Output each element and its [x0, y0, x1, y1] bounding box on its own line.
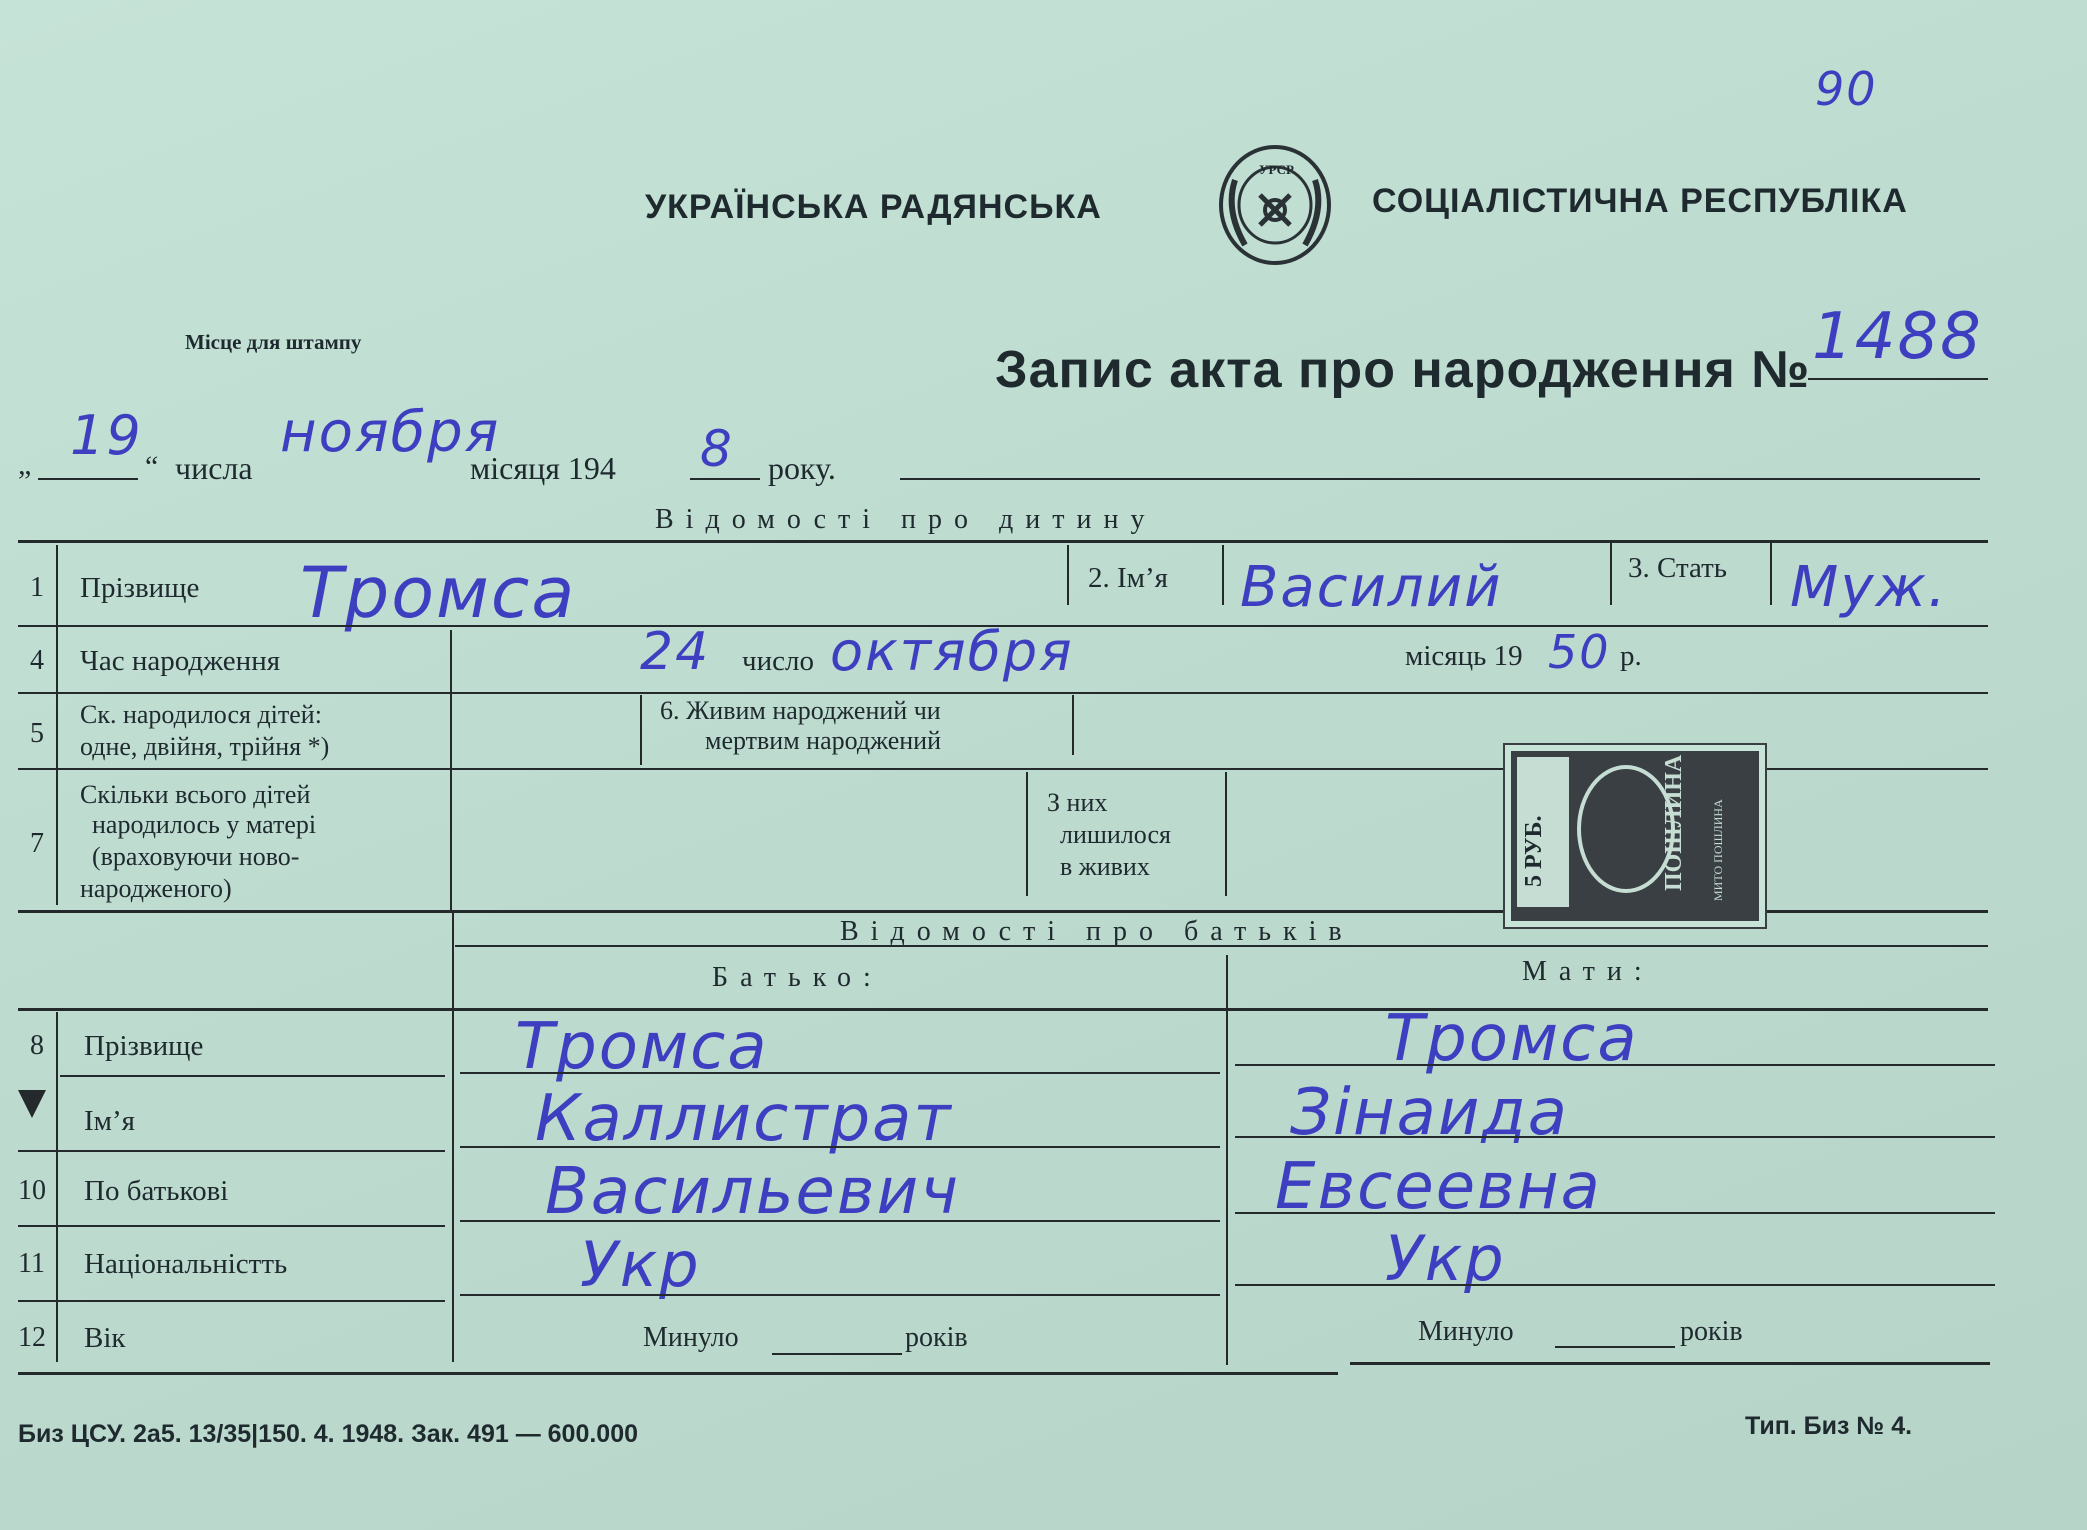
row-8-number: 8 [30, 1030, 44, 1061]
stamp-value-panel [1517, 757, 1569, 907]
record-number: 1488 [1812, 300, 1983, 374]
total-children-label-3: (враховуючи ново- [92, 842, 300, 871]
alive-label-1: З них [1047, 788, 1108, 817]
stamp-value-text: 5 РУБ. [1521, 815, 1547, 887]
row-1-number: 1 [30, 572, 44, 603]
child-section-heading: Відомості про дитину [655, 504, 1157, 535]
parents-heading-rule [455, 945, 1988, 947]
alive-question-label-2: мертвим народжений [705, 726, 941, 755]
birth-month-label: місяць 19 [1405, 640, 1523, 672]
page-number: 90 [1815, 62, 1878, 116]
parent-age-label: Вік [84, 1322, 126, 1354]
mother-nationality-value: Укр [1385, 1222, 1506, 1295]
number-column-divider [56, 545, 58, 905]
father-patronymic-value: Васильевич [545, 1155, 961, 1229]
births-count-label-1: Ск. народилося дітей: [80, 700, 322, 729]
child-sex-label: 3. Стать [1628, 552, 1728, 584]
date-close-quote: “ [145, 450, 159, 483]
mother-age-blank [1555, 1346, 1675, 1348]
emblem-caption: УРСР [1259, 162, 1294, 177]
row-11-number: 11 [18, 1248, 45, 1279]
mother-heading: Мати: [1522, 956, 1654, 987]
row1-divider-1 [1067, 545, 1069, 605]
row-5-number: 5 [30, 718, 44, 749]
child-name-value: Василий [1240, 555, 1503, 620]
row-10-number: 10 [18, 1175, 46, 1206]
child-surname-label: Прізвище [80, 572, 200, 604]
row1-divider-3 [1610, 540, 1612, 605]
republic-name-left: УКРАЇНСЬКА РАДЯНСЬКА [645, 188, 1102, 226]
row9-father-rule [460, 1146, 1220, 1148]
total-children-label-2: народилось у матері [92, 810, 317, 839]
parent-surname-label: Прізвище [84, 1030, 204, 1062]
date-year-underline [690, 478, 760, 480]
total-children-label-1: Скільки всього дітей [80, 780, 311, 809]
mother-name-value: Зінаида [1290, 1076, 1569, 1150]
table-bottom-rule [18, 1372, 1338, 1375]
label-column-divider [450, 630, 452, 910]
row5-divider-2 [1072, 695, 1074, 755]
revenue-stamp [1505, 745, 1765, 927]
mother-surname-value: Тромса [1385, 1002, 1639, 1076]
stamp-side-text: МИТО ПОШЛИНА [1711, 799, 1725, 901]
alive-label-3: в живих [1060, 852, 1150, 881]
ussr-emblem [1215, 140, 1335, 270]
father-age-passed-label: Минуло [643, 1322, 739, 1353]
child-surname-value: Тромса [300, 552, 577, 634]
parents-number-divider [56, 1012, 58, 1362]
parent-name-label: Ім’я [84, 1105, 136, 1137]
father-age-years-label: років [905, 1322, 968, 1353]
parents-columns-rule [18, 1008, 1988, 1011]
row1-divider-2 [1222, 545, 1224, 605]
row10-mother-rule [1235, 1212, 1995, 1214]
row-7-number: 7 [30, 828, 44, 859]
date-day-label: числа [175, 450, 253, 486]
father-name-value: Каллистрат [535, 1082, 953, 1156]
child-name-label: 2. Ім’я [1088, 562, 1169, 594]
parent-nationality-label: Національністть [84, 1248, 288, 1280]
row4-rule [18, 692, 1988, 694]
birth-year-label: р. [1620, 640, 1642, 672]
father-mother-divider [1226, 955, 1228, 1365]
date-year-label: року. [768, 450, 836, 486]
row8-father-rule [460, 1072, 1220, 1074]
row9-mother-rule [1235, 1136, 1995, 1138]
births-count-label-2: одне, двійня, трійня *) [80, 732, 330, 761]
stamp-center-text: ПОШЛИНА [1661, 754, 1687, 891]
row8-label-rule [60, 1075, 445, 1077]
birth-year-value: 50 [1548, 625, 1611, 679]
row7-divider-1 [1026, 772, 1028, 896]
record-number-underline [1808, 378, 1988, 380]
row5-divider-1 [640, 695, 642, 765]
birth-day-value: 24 [640, 622, 711, 682]
alive-label-2: лишилося [1060, 820, 1171, 849]
row-9-marker [18, 1090, 46, 1118]
row10-father-rule [460, 1220, 1220, 1222]
father-nationality-value: Укр [580, 1228, 701, 1301]
birth-time-label: Час народження [80, 645, 281, 677]
emblem-icon [1215, 140, 1335, 270]
row8-mother-rule [1235, 1064, 1995, 1066]
birth-day-label: число [742, 645, 814, 677]
father-age-blank [772, 1353, 902, 1355]
row11-label-rule [18, 1300, 445, 1302]
parents-section-heading: Відомості про батьків [840, 916, 1354, 947]
child-sex-value: Муж. [1790, 555, 1948, 620]
date-line-rule [900, 478, 1980, 480]
date-open-quote: „ [18, 448, 32, 481]
father-surname-value: Тромса [515, 1010, 769, 1084]
alive-question-label-1: 6. Живим народжений чи [660, 696, 941, 725]
row-4-number: 4 [30, 645, 44, 676]
father-heading: Батько: [712, 962, 883, 993]
row9-label-rule [18, 1150, 445, 1152]
mother-patronymic-value: Евсеевна [1275, 1150, 1602, 1224]
date-day-value: 19 [70, 404, 143, 467]
date-month-value: ноября [280, 400, 501, 465]
mother-age-passed-label: Минуло [1418, 1316, 1514, 1347]
date-day-underline [38, 478, 138, 480]
parent-patronymic-label: По батькові [84, 1175, 229, 1207]
date-year-digit: 8 [700, 420, 734, 478]
row10-label-rule [18, 1225, 445, 1227]
form-title: Запис акта про народження № [995, 341, 1811, 399]
row11-father-rule [460, 1294, 1220, 1296]
row11-mother-rule [1235, 1284, 1995, 1286]
birth-month-value: октября [830, 620, 1074, 683]
mother-age-years-label: років [1680, 1316, 1743, 1347]
republic-name-right: СОЦІАЛІСТИЧНА РЕСПУБЛІКА [1372, 182, 1908, 220]
total-children-label-4: народженого) [80, 874, 232, 903]
row1-divider-4 [1770, 540, 1772, 605]
parents-label-divider [452, 912, 454, 1362]
child-heading-rule [18, 540, 1988, 543]
date-month-label: місяця 194 [470, 450, 616, 486]
stamp-place-label: Місце для штампу [185, 330, 362, 354]
row-12-number: 12 [18, 1322, 46, 1353]
footer-print-info: Биз ЦСУ. 2а5. 13/35|150. 4. 1948. Зак. 491 — 600.000 [18, 1420, 639, 1448]
row7-divider-2 [1225, 772, 1227, 896]
footer-printer-info: Тип. Биз № 4. [1745, 1412, 1913, 1440]
table-bottom-rule-right [1350, 1362, 1990, 1365]
